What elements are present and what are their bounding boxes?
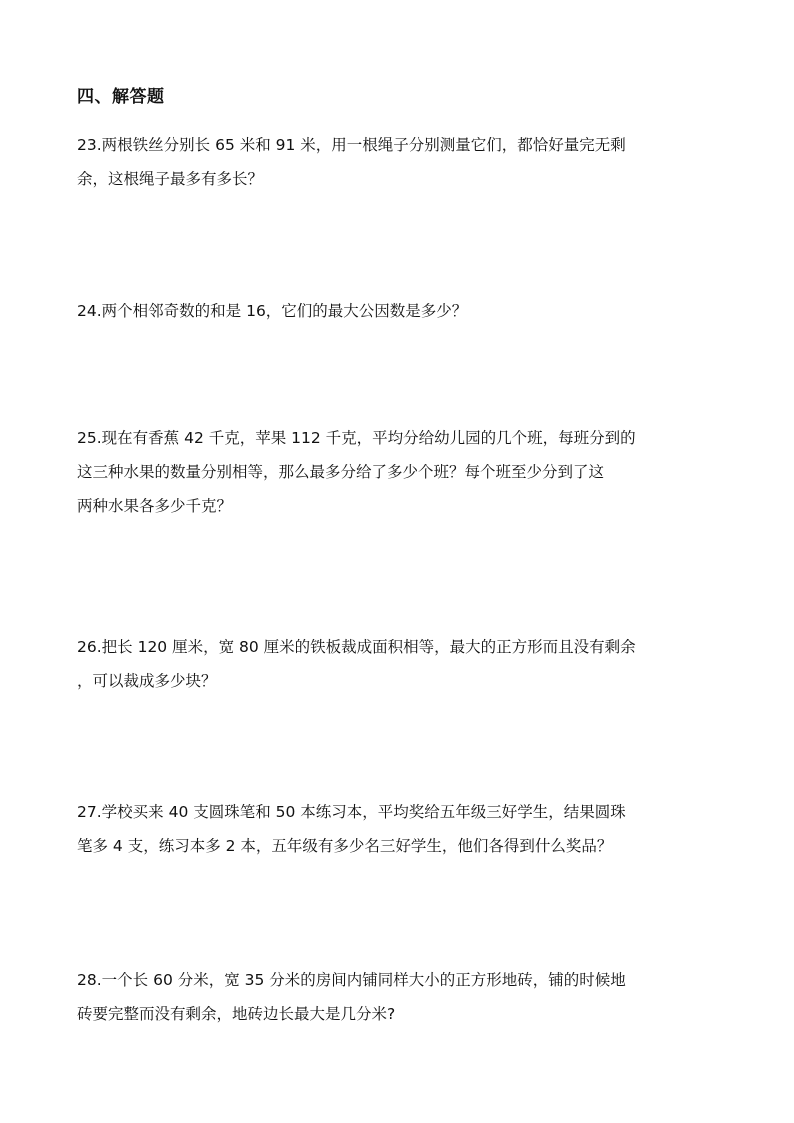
question-line: 砖要完整而没有剩余，地砖边长最大是几分米? (77, 1005, 396, 1023)
question-line: 两种水果各多少千克？ (77, 497, 233, 515)
question-line: ，可以裁成多少块？ (77, 672, 217, 690)
question-line: 25.现在有香蕉 42 千克，苹果 112 千克，平均分给幼儿园的几个班，每班分到的 (77, 429, 636, 447)
question-line: 余，这根绳子最多有多长？ (77, 170, 264, 188)
question-line: 27.学校买来 40 支圆珠笔和 50 本练习本，平均奖给五年级三好学生，结果圆珠 (77, 803, 626, 821)
question-line: 28.一个长 60 分米，宽 35 分米的房间内铺同样大小的正方形地砖，铺的时候地 (77, 971, 626, 989)
question-26 (77, 630, 727, 698)
question-23 (77, 128, 727, 196)
question-25 (77, 421, 727, 523)
question-line: 23.两根铁丝分别长 65 米和 91 米，用一根绳子分别测量它们，都恰好量完无剩 (77, 136, 626, 154)
section-title: 四、解答题 (77, 87, 165, 107)
question-line: 笔多 4 支，练习本多 2 本，五年级有多少名三好学生，他们各得到什么奖品？ (77, 837, 613, 855)
question-24 (77, 294, 727, 328)
question-27 (77, 795, 727, 863)
question-line: 26.把长 120 厘米，宽 80 厘米的铁板裁成面积相等，最大的正方形而且没有剩余 (77, 638, 636, 656)
question-line: 这三种水果的数量分别相等，那么最多分给了多少个班？每个班至少分到了这 (77, 463, 605, 481)
question-line: 24.两个相邻奇数的和是 16，它们的最大公因数是多少？ (77, 302, 468, 320)
question-28 (77, 963, 727, 1031)
